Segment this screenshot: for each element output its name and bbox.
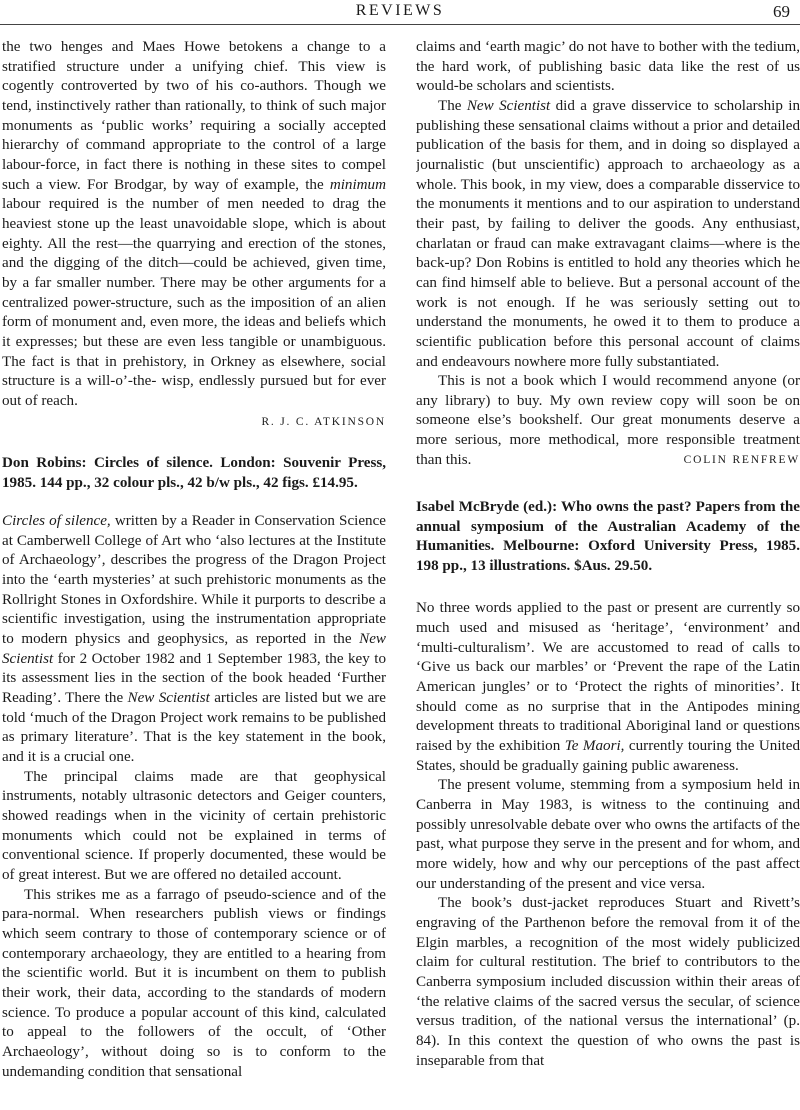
left-paragraph-1: the two henges and Maes Howe betokens a change to a stratified structure under a unifying chief. This view is cogently controverted by two of his co-authors. Though we tend, instinctively rather than rationally, to think of such major monuments as ‘public works’ requiring a socially accepted hierarchy of command appropriate to the control of a large labour-force, in fact there is nothing in these sites to compel such a view. For Brodgar, by way of example, the minimum labour required is the number of men needed to drag the heaviest stone up the least unavoidable slope, which is about eighty. All the rest—the quarrying and erection of the stones, and the digging of the ditch—could be achieved, given time, by a far smaller number. There may be other arguments for a centralized power-structure, such as the imposition of an alien form of monument and, even more, the ideas and beliefs which it expresses; but these are even less tangible or unambiguous. The fact is that in prehistory, in Orkney as elsewhere, social structure is a will-o’-the- wisp, endlessly pursued but for ever out of reach. [2,39,386,409]
right-paragraph-1: claims and ‘earth magic’ do not have to bother with the tedium, the hard work, of publishing basic data like the rest of us would-be scholars and scientists. [416,39,800,95]
review-heading-robins: Don Robins: Circles of silence. London: Souvenir Press, 1985. 144 pp., 32 colour pls., 42 b/w pls., 42 figs. £14.95. [2,455,386,491]
right-paragraph-4: No three words applied to the past or present are currently so much used and misused as ‘heritage’, ‘environment’ and ‘multi-culturalism’. We are accustomed to read of calls to ‘Give us back our marbles’ or ‘Prevent the rape of the Latin American jungles’ or to ‘Protect the rights of minorities’. It should come as no surprise that in the Antipodes mining development threats to traditional Aboriginal land or questions raised by the exhibition Te Maori, currently touring the United States, should be gradually gaining public awareness. [416,600,800,774]
running-head [0,2,800,24]
left-paragraph-4: This strikes me as a farrago of pseudo-science and of the para-normal. When researchers publish views or findings which seem contrary to those of contemporary science or of contemporary archaeology, they are entitled to a hearing from the scientific world. But it is incumbent on them to publish their work, their data, according to the standards of modern science. To produce a popular account of this kind, calculated to appeal to the followers of the occult, of ‘Other Archaeology’, without doing so is to conform to the undemanding condition that sensational [2,886,386,1080]
right-paragraph-3: This is not a book which I would recommend anyone (or any library) to buy. My own review copy will soon be on someone else’s bookshelf. Our great monuments deserve a more serious, more methodical, more responsible treatment than this. COLIN RENFREW [416,372,800,470]
running-title: REVIEWS [355,2,445,19]
right-column [416,38,800,1110]
left-paragraph-2: Circles of silence, written by a Reader in Conservation Science at Camberwell College of Art who ‘also lectures at the Institute of Archaeology’, describes the progress of the Dragon Project into the ‘earth mysteries’ at such prehistoric monuments as the Rollright Stones in Oxfordshire. While it purports to describe a scientific investigation, using the instrumentation appropriate to modern physics and geophysics, as reported in the New Scientist for 2 October 1982 and 1 September 1983, the key to its assessment lies in the section of the book headed ‘Further Reading’. There the New Scientist articles are listed but we are told ‘much of the Dragon Project work remains to be published as primary literature’. That is the key statement in the book, and it is a crucial one. [2,513,386,765]
reviewer-signature-renfrew: COLIN RENFREW [683,453,800,466]
page-number: 69 [773,2,790,21]
right-paragraph-6: The book’s dust-jacket reproduces Stuart and Rivett’s engraving of the Parthenon before the removal from it of the Elgin marbles, a recognition of the most widely publicized claim for cultural restitution. The brief to contributors to the Canberra symposium included discussion within their areas of ‘the relative claims of the sacred versus the secular, of science versus tradition, of the national versus the international’ (p. 84). In this context the question of who owns the past is inseparable from that [416,895,800,1069]
right-paragraph-5: The present volume, stemming from a symposium held in Canberra in May 1983, is witness to the continuing and possibly unresolvable debate over who owns the artifacts of the past, what purpose they serve in the present and for whom, and more widely, how and why our perceptions of the past affect our understanding of the present and vice versa. [416,777,800,892]
right-paragraph-2: The New Scientist did a grave disservice to scholarship in publishing these sensational claims without a prior and detailed publication of the basis for them, and in doing so displayed a journalistic (but unscientific) approach to archaeology as a whole. This book, in my view, does a comparable disservice to the monuments it mentions and to our aspiration to understand their past, by failing to deliver the goods. Any enthusiast, charlatan or fraud can make extravagant claims—where is the back-up? Don Robins is entitled to hold any theories which he can find himself able to believe. But a personal account of the work is not enough. If he was seriously setting out to understand the monuments, he owed it to them to produce a scientific publication before this personal account of claims and endeavours nowhere more fully substantiated. [416,97,800,370]
left-column [2,38,386,1110]
review-heading-mcbryde: Isabel McBryde (ed.): Who owns the past? Papers from the annual symposium of the Australian Academy of the Humanities. Melbourne: Oxford University Press, 1985. 198 pp., 13 illustrations. $Aus. 29.50. [416,499,800,574]
header-rule [0,24,800,25]
reviewer-signature-atkinson: R. J. C. ATKINSON [261,416,386,429]
left-paragraph-3: The principal claims made are that geophysical instruments, notably ultrasonic detectors and Geiger counters, showed readings when in the vicinity of certain prehistoric monuments which could not be explained in terms of conventional science. If properly documented, these would be of great interest. But we are offered no detailed account. [2,768,386,883]
